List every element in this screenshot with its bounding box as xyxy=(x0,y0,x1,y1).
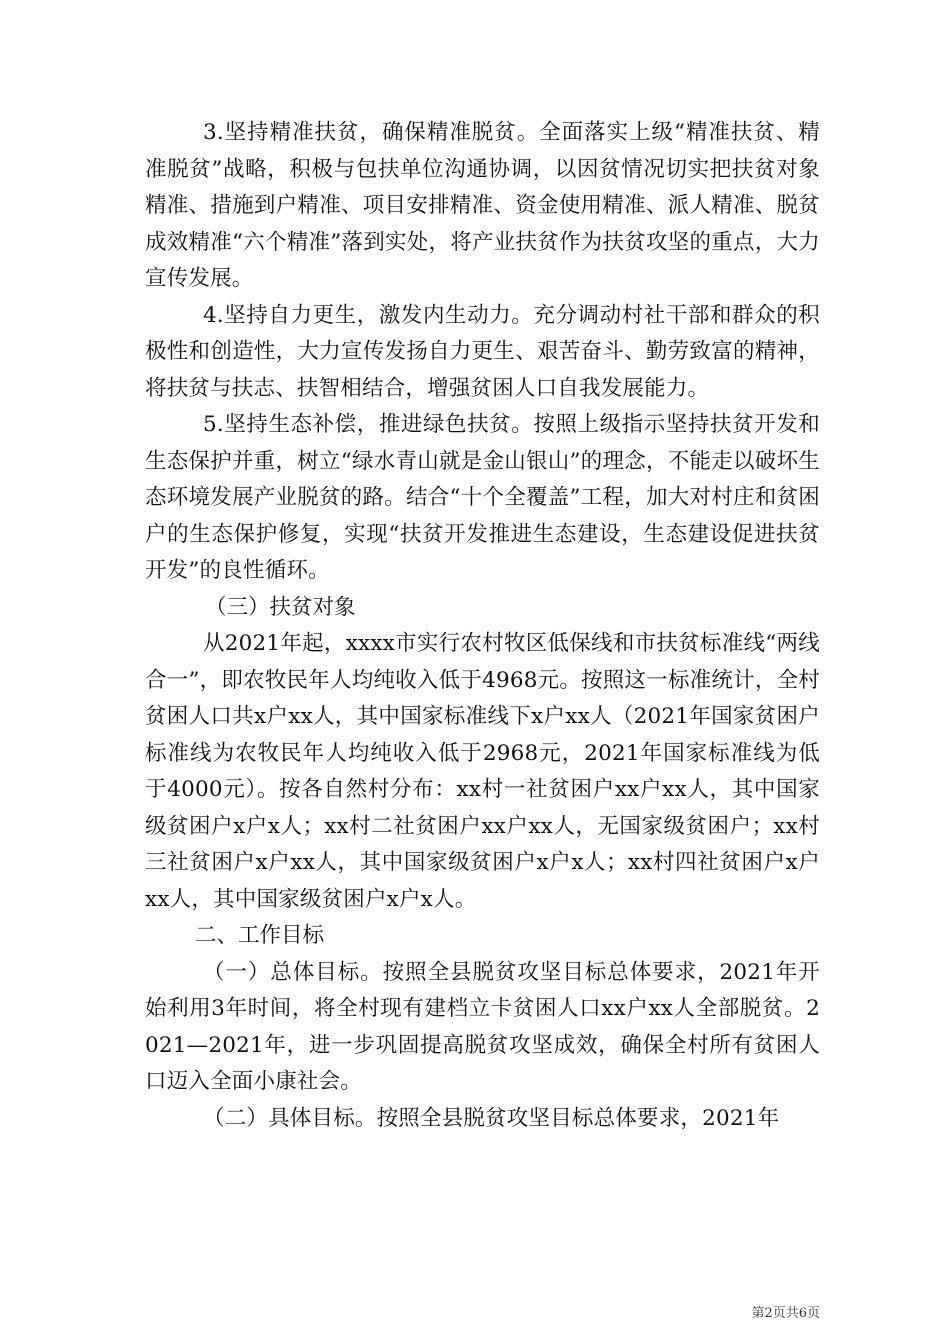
para-overall-goal: （一）总体目标。按照全县脱贫攻坚目标总体要求，2021年开始利用3年时间，将全村现有建档立卡贫困人口xx户xx人全部脱贫。2021—2021年，进一步巩固提高脱贫攻坚成效，确保全村所有贫困人口迈入全面小康社会。 xyxy=(145,959,820,1094)
para-principle-3: 3.坚持精准扶贫，确保精准脱贫。全面落实上级“精准扶贫、精准脱贫”战略，积极与包扶单位沟通协调，以因贫情况切实把扶贫对象精准、措施到户精准、项目安排精准、资金使用精准、派人精准、脱贫成效精准“六个精准”落到实处，将产业扶贫作为扶贫攻坚的重点，大力宣传发展。 xyxy=(145,120,820,291)
heading-poverty-targets: （三）扶贫对象 xyxy=(205,594,356,620)
heading-work-goals: 二、工作目标 xyxy=(195,923,325,948)
para-principle-4: 4.坚持自力更生，激发内生动力。充分调动村社干部和群众的积极性和创造性，大力宣传发扬自力更生、艰苦奋斗、勤劳致富的精神，将扶贫与扶志、扶智相结合，增强贫困人口自我发展能力。 xyxy=(145,302,820,401)
page-indicator: 第2页共6页 xyxy=(751,1306,820,1321)
para-poverty-targets: 从2021年起，xxxx市实行农村牧区低保线和市扶贫标准线“两线合一”，即农牧民年人均纯收入低于4968元。按照这一标准统计，全村贫困人口共x户xx人，其中国家标准线下x户xx人（2021年国家贫困户标准线为农牧民年人均纯收入低于2968元，2021年国家标准线为低于4000元）。按各自然村分布：xx村一社贫困户xx户xx人，其中国家级贫困户x户x人；xx村二社贫困户xx户xx人，无国家级贫困户；xx村三社贫困户x户xx人，其中国家级贫困户x户x人；xx村四社贫困户x户xx人，其中国家级贫困户x户x人。 xyxy=(145,631,820,912)
para-specific-goal: （二）具体目标。按照全县脱贫攻坚目标总体要求，2021年 xyxy=(203,1105,780,1131)
document-body xyxy=(145,115,820,1137)
para-principle-5: 5.坚持生态补偿，推进绿色扶贫。按照上级指示坚持扶贫开发和生态保护并重，树立“绿水青山就是金山银山”的理念，不能走以破坏生态环境发展产业脱贫的路。结合“十个全覆盖”工程，加大对村庄和贫困户的生态保护修复，实现“扶贫开发推进生态建设，生态建设促进扶贫开发”的良性循环。 xyxy=(145,412,820,583)
